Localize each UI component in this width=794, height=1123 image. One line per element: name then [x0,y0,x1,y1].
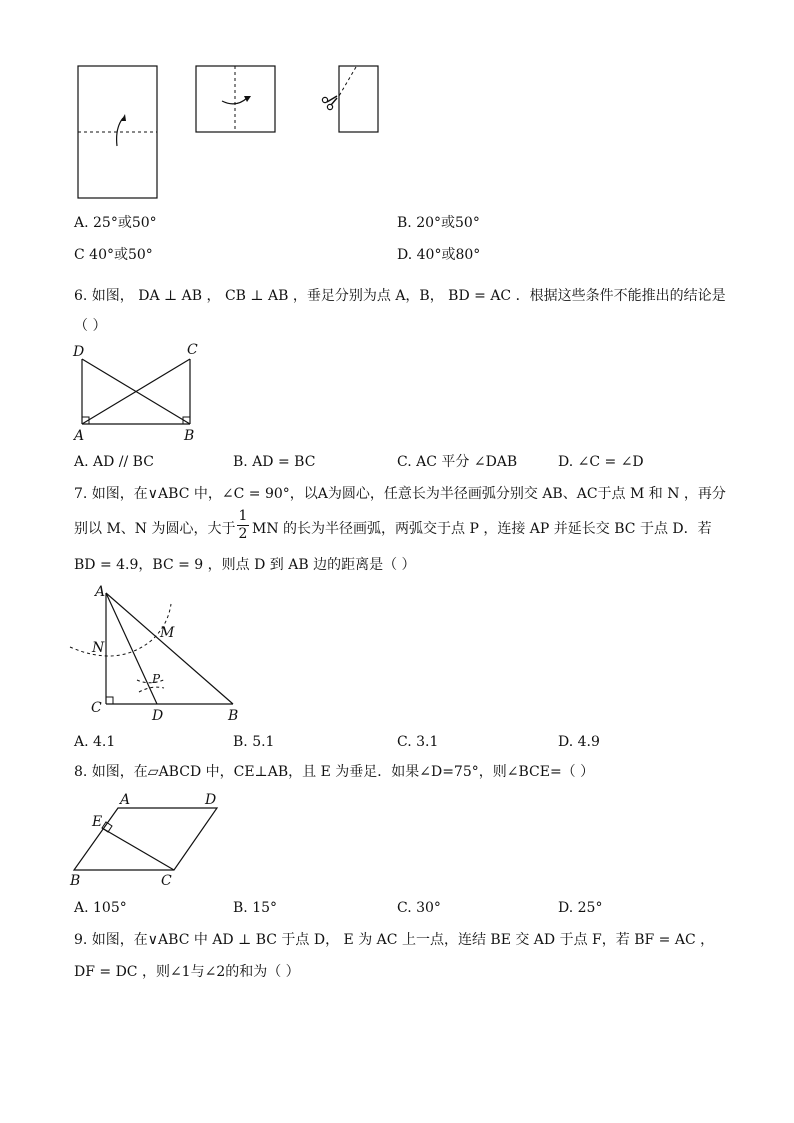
label-d: D [205,792,217,808]
q6-option-d[interactable]: D. ∠C = ∠D [558,454,644,470]
label-b: B [228,708,239,724]
q5-option-d[interactable]: D. 40°或80° [397,247,481,263]
q9-stem-line2: DF = DC ，则∠1与∠2的和为（ ） [74,964,300,980]
q5-option-a[interactable]: A. 25°或50° [74,215,157,231]
q7-option-b[interactable]: B. 5.1 [233,734,275,750]
label-d: D [73,344,85,360]
label-b: B [70,873,81,889]
label-c: C [91,700,102,716]
q8-option-a[interactable]: A. 105° [74,900,127,916]
q6-option-b[interactable]: B. AD = BC [233,454,316,470]
label-p: P [152,672,161,686]
label-n: N [92,640,105,656]
segment-ce [102,828,174,870]
q5-option-b[interactable]: B. 20°或50° [397,215,480,231]
q9-stem-line1: 9. 如图，在∨ABC 中 AD ⊥ BC 于点 D， E 为 AC 上一点，连结 BE 交 AD 于点 F，若 BF = AC ， [74,932,715,948]
q6-stem-line2: （ ） [74,318,107,334]
q8-stem: 8. 如图，在▱ABCD 中，CE⊥AB，且 E 为垂足．如果∠D=75°，则∠BCE=（ ） [74,764,595,780]
q7-stem-line1: 7. 如图，在∨ABC 中，∠C = 90°，以A为圆心，任意长为半径画弧分别交 AB、AC于点 M 和 N ，再分 [74,486,726,502]
q6-option-c[interactable]: C. AC 平分 ∠DAB [397,454,518,470]
label-a: A [95,584,106,600]
label-m: M [160,625,175,641]
label-a: A [120,792,131,808]
q7-option-a[interactable]: A. 4.1 [74,734,116,750]
q8-option-c[interactable]: C. 30° [397,900,441,916]
q7-stem-line3: BD = 4.9，BC = 9 ，则点 D 到 AB 边的距离是（ ） [74,557,416,573]
label-e: E [92,814,103,830]
q7-option-d[interactable]: D. 4.9 [558,734,600,750]
q8-option-d[interactable]: D. 25° [558,900,603,916]
q7-stem-line2b: MN 的长为半径画弧，两弧交于点 P ，连接 AP 并延长交 BC 于点 D．若 [252,521,712,537]
label-c: C [161,873,172,889]
label-c: C [187,342,198,358]
label-a: A [74,428,85,444]
q8-option-b[interactable]: B. 15° [233,900,278,916]
q5-option-c[interactable]: C 40°或50° [74,247,153,263]
q7-stem-line2a: 别以 M、N 为圆心，大于 [74,521,236,537]
q6-stem-line1: 6. 如图， DA ⊥ AB ， CB ⊥ AB ，垂足分别为点 A，B， BD = AC ．根据这些条件不能推出的结论是 [74,288,726,304]
label-b: B [184,428,195,444]
label-d: D [152,708,164,724]
fraction-denominator: 2 [238,526,248,542]
q6-option-a[interactable]: A. AD // BC [74,454,154,470]
q7-option-c[interactable]: C. 3.1 [397,734,439,750]
fraction-numerator: 1 [238,508,248,524]
